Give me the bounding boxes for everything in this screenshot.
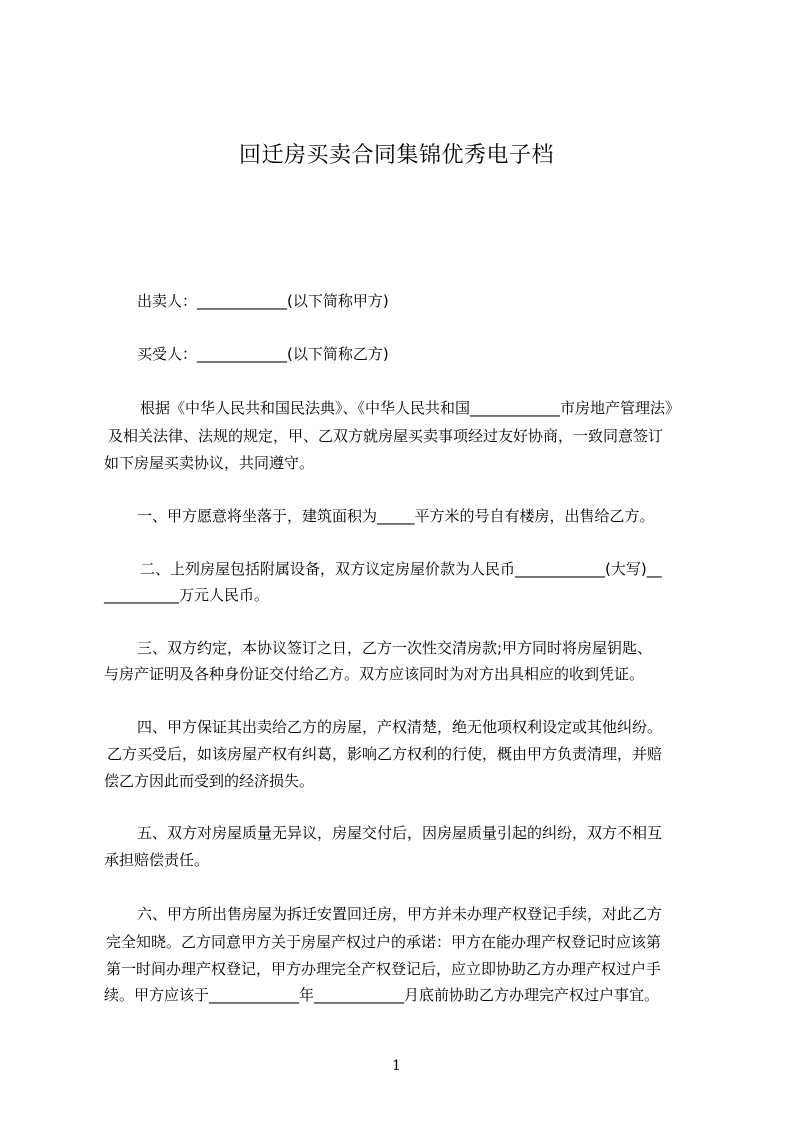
clause-6-line-4: 续。甲方应该于____________年____________月底前协助乙方办理完产权过户事宜。 <box>104 986 660 1004</box>
clause-3-line-2: 与房产证明及各种身份证交付给乙方。双方应该同时为对方出具相应的收到凭证。 <box>104 665 645 683</box>
clause-6-line-2: 完全知晓。乙方同意甲方关于房屋产权过户的承诺：甲方在能办理产权登记时应该第 <box>106 933 662 951</box>
buyer-line: 买受人：____________(以下简称乙方) <box>137 345 389 363</box>
clause-4-line-3: 偿乙方因此而受到的经济损失。 <box>104 772 315 790</box>
clause-5-line-2: 承担赔偿责任。 <box>104 851 210 869</box>
clause-6-line-3: 第一时间办理产权登记，甲方办理完全产权登记后，应立即协助乙方办理产权过户手 <box>106 960 662 978</box>
preamble-line-3: 如下房屋买卖协议，共同遵守。 <box>104 454 315 472</box>
page-number: 1 <box>392 1058 401 1074</box>
clause-2-line-2: __________万元人民币。 <box>104 586 270 604</box>
clause-6-line-1: 六、甲方所出售房屋为拆迁安置回迁房，甲方并未办理产权登记手续，对此乙方 <box>137 905 663 923</box>
clause-1-line-1: 一、甲方愿意将坐落于，建筑面积为_____平方米的号自有楼房，出售给乙方。 <box>137 507 655 525</box>
clause-3-line-1: 三、双方约定，本协议签订之日，乙方一次性交清房款;甲方同时将房屋钥匙、 <box>137 639 653 657</box>
clause-4-line-1: 四、甲方保证其出卖给乙方的房屋，产权清楚，绝无他项权利设定或其他纠纷。 <box>137 718 663 736</box>
preamble-line-1: 根据《中华人民共和国民法典》、《中华人民共和国____________市房地产管理法》 <box>140 399 681 417</box>
seller-line: 出卖人：____________(以下简称甲方) <box>137 292 389 310</box>
preamble-line-2: 及相关法律、法规的规定，甲、乙双方就房屋买卖事项经过友好协商，一致同意签订 <box>108 427 664 445</box>
clause-4-line-2: 乙方买受后，如该房屋产权有纠葛，影响乙方权利的行使，概由甲方负责清理，并赔 <box>107 745 663 763</box>
page-title: 回迁房买卖合同集锦优秀电子档 <box>238 143 554 168</box>
clause-5-line-1: 五、双方对房屋质量无异议，房屋交付后，因房屋质量引起的纠纷，双方不相互 <box>137 824 663 842</box>
clause-2-line-1: 二、上列房屋包括附属设备，双方议定房屋价款为人民币____________(大写)__ <box>140 560 662 578</box>
